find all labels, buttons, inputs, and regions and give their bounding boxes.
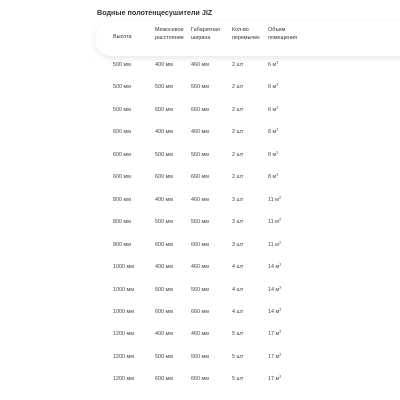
cell-spacing bbox=[155, 263, 173, 271]
unit-superscript: 3 bbox=[276, 60, 279, 65]
table-row bbox=[95, 173, 400, 183]
cell-height-text: 500 мм bbox=[113, 106, 131, 113]
cell-width-text: 660 мм bbox=[191, 308, 209, 315]
cell-crossbars-text: 2 шт bbox=[232, 174, 244, 181]
cell-height-text: 1000 мм bbox=[113, 308, 134, 315]
page-title: Водные полотенцесушители JIZ bbox=[97, 8, 213, 17]
unit-superscript: 3 bbox=[276, 172, 279, 177]
cell-spacing-text: 500 мм bbox=[155, 219, 173, 226]
cell-spacing-text: 400 мм bbox=[155, 62, 173, 68]
unit-superscript: 3 bbox=[279, 330, 282, 334]
cell-spacing-text: 600 мм bbox=[155, 241, 173, 248]
cell-width-text: 660 мм bbox=[191, 106, 209, 113]
cell-crossbars bbox=[232, 263, 243, 271]
cell-spacing-text: 400 мм bbox=[155, 264, 173, 271]
table-header bbox=[95, 22, 400, 56]
cell-width bbox=[191, 308, 209, 316]
cell-volume-text: 8 м bbox=[268, 151, 277, 158]
cell-crossbars bbox=[232, 330, 243, 338]
table-row bbox=[95, 61, 400, 71]
cell-width bbox=[191, 353, 209, 361]
cell-volume bbox=[268, 330, 281, 338]
cell-crossbars bbox=[232, 353, 243, 361]
table-row bbox=[95, 241, 400, 251]
cell-spacing bbox=[155, 330, 173, 338]
cell-width-text: 560 мм bbox=[191, 286, 209, 293]
cell-spacing bbox=[155, 218, 173, 226]
cell-volume bbox=[268, 173, 278, 181]
cell-width bbox=[191, 263, 209, 271]
cell-crossbars-text: 3 шт bbox=[232, 219, 244, 226]
cell-volume bbox=[268, 375, 281, 383]
cell-volume bbox=[268, 106, 278, 114]
cell-height bbox=[113, 196, 131, 204]
table-row bbox=[95, 218, 400, 228]
table-row bbox=[95, 308, 400, 318]
cell-width-text: 560 мм bbox=[191, 353, 209, 360]
cell-spacing bbox=[155, 173, 173, 181]
cell-height-text: 500 мм bbox=[113, 84, 131, 91]
cell-crossbars bbox=[232, 286, 243, 294]
table-row bbox=[95, 286, 400, 296]
cell-height bbox=[113, 375, 134, 383]
cell-height-text: 800 мм bbox=[113, 196, 131, 203]
cell-crossbars-text: 4 шт bbox=[232, 286, 244, 293]
table-row bbox=[95, 375, 400, 385]
cell-spacing bbox=[155, 308, 173, 316]
cell-width bbox=[191, 173, 209, 181]
cell-spacing-text: 400 мм bbox=[155, 129, 173, 136]
cell-crossbars-text: 3 шт bbox=[232, 196, 244, 203]
cell-crossbars bbox=[232, 218, 243, 226]
cell-crossbars bbox=[232, 106, 243, 114]
cell-width bbox=[191, 151, 209, 159]
table-row bbox=[95, 106, 400, 116]
cell-height bbox=[113, 353, 134, 361]
cell-width-text: 660 мм bbox=[191, 241, 209, 248]
unit-superscript: 3 bbox=[279, 262, 282, 267]
cell-height-text: 1000 мм bbox=[113, 286, 134, 293]
cell-width-text: 560 мм bbox=[191, 151, 209, 158]
cell-width bbox=[191, 330, 209, 338]
cell-height bbox=[113, 308, 134, 316]
cell-height bbox=[113, 151, 131, 159]
cell-height bbox=[113, 106, 131, 114]
cell-volume-text: 17 м bbox=[268, 376, 280, 383]
cell-height-text: 1200 мм bbox=[113, 353, 134, 360]
cell-spacing bbox=[155, 353, 173, 361]
cell-height bbox=[113, 61, 131, 69]
cell-height-text: 500 мм bbox=[113, 62, 131, 68]
cell-crossbars-text: 5 шт bbox=[232, 331, 244, 338]
cell-width bbox=[191, 218, 209, 226]
cell-volume bbox=[268, 128, 278, 136]
cell-height bbox=[113, 286, 134, 294]
cell-volume bbox=[268, 83, 278, 91]
cell-spacing bbox=[155, 128, 173, 136]
cell-volume-text: 14 м bbox=[268, 264, 280, 271]
cell-volume bbox=[268, 263, 281, 271]
table-row bbox=[95, 196, 400, 206]
cell-crossbars-text: 4 шт bbox=[232, 308, 244, 315]
cell-height bbox=[113, 83, 131, 91]
cell-spacing bbox=[155, 151, 173, 159]
unit-superscript: 3 bbox=[278, 240, 281, 245]
cell-crossbars-text: 2 шт bbox=[232, 62, 244, 68]
cell-volume-text: 17 м bbox=[268, 331, 280, 338]
cell-width-text: 460 мм bbox=[191, 62, 209, 68]
cell-height-text: 600 мм bbox=[113, 151, 131, 158]
cell-spacing-text: 600 мм bbox=[155, 308, 173, 315]
cell-crossbars-text: 2 шт bbox=[232, 84, 244, 91]
cell-volume-text: 11 м bbox=[268, 241, 279, 248]
cell-width bbox=[191, 286, 209, 294]
unit-superscript: 3 bbox=[279, 374, 282, 379]
cell-volume-text: 6 м bbox=[268, 106, 277, 113]
cell-width-text: 460 мм bbox=[191, 331, 209, 338]
cell-height bbox=[113, 263, 134, 271]
cell-width bbox=[191, 196, 209, 204]
cell-volume bbox=[268, 353, 281, 361]
cell-height-text: 1000 мм bbox=[113, 264, 134, 271]
cell-spacing-text: 500 мм bbox=[155, 151, 173, 158]
cell-volume-text: 11 м bbox=[268, 196, 279, 203]
cell-volume bbox=[268, 61, 278, 69]
cell-spacing-text: 600 мм bbox=[155, 376, 173, 383]
unit-superscript: 3 bbox=[276, 105, 279, 110]
cell-crossbars-text: 2 шт bbox=[232, 151, 244, 158]
cell-spacing-text: 500 мм bbox=[155, 353, 173, 360]
table-row bbox=[95, 128, 400, 138]
cell-volume bbox=[268, 218, 281, 226]
cell-crossbars-text: 2 шт bbox=[232, 106, 244, 113]
header-height: Высота bbox=[113, 34, 132, 40]
cell-crossbars-text: 2 шт bbox=[232, 129, 244, 136]
cell-width-text: 460 мм bbox=[191, 129, 209, 136]
unit-superscript: 3 bbox=[278, 195, 281, 200]
cell-spacing-text: 600 мм bbox=[155, 106, 173, 113]
cell-width-text: 460 мм bbox=[191, 196, 209, 203]
header-crossbars: Кол-во перемычек bbox=[232, 27, 260, 41]
cell-width-text: 560 мм bbox=[191, 84, 209, 91]
cell-height-text: 1200 мм bbox=[113, 376, 134, 383]
cell-volume-text: 8 м bbox=[268, 174, 277, 181]
cell-volume bbox=[268, 196, 281, 204]
cell-crossbars bbox=[232, 241, 243, 249]
unit-superscript: 3 bbox=[278, 217, 281, 222]
cell-volume-text: 14 м bbox=[268, 308, 280, 315]
cell-crossbars bbox=[232, 173, 243, 181]
cell-volume-text: 14 м bbox=[268, 286, 280, 293]
cell-height bbox=[113, 241, 131, 249]
cell-crossbars bbox=[232, 308, 243, 316]
cell-spacing bbox=[155, 106, 173, 114]
cell-width bbox=[191, 83, 209, 91]
cell-height bbox=[113, 173, 131, 181]
unit-superscript: 3 bbox=[279, 285, 282, 290]
cell-crossbars-text: 5 шт bbox=[232, 353, 244, 360]
cell-width-text: 660 мм bbox=[191, 174, 209, 181]
cell-spacing bbox=[155, 286, 173, 294]
unit-superscript: 3 bbox=[276, 150, 279, 155]
cell-crossbars-text: 4 шт bbox=[232, 264, 244, 271]
cell-height bbox=[113, 330, 134, 338]
cell-volume-text: 17 м bbox=[268, 353, 280, 360]
cell-crossbars bbox=[232, 196, 243, 204]
unit-superscript: 3 bbox=[276, 127, 279, 132]
cell-spacing bbox=[155, 61, 173, 69]
cell-height-text: 600 мм bbox=[113, 174, 131, 181]
cell-height-text: 800 мм bbox=[113, 241, 131, 248]
unit-superscript: 3 bbox=[276, 83, 279, 88]
cell-height-text: 600 мм bbox=[113, 129, 131, 136]
cell-volume-text: 6 м bbox=[268, 84, 277, 91]
cell-spacing-text: 400 мм bbox=[155, 196, 173, 203]
header-volume: Объем помещения bbox=[268, 27, 297, 41]
header-width: Габаритная ширина bbox=[191, 27, 220, 41]
cell-volume-text: 6 м bbox=[268, 62, 277, 68]
unit-superscript: 3 bbox=[279, 352, 282, 357]
cell-height-text: 800 мм bbox=[113, 219, 131, 226]
cell-width bbox=[191, 61, 209, 69]
unit-superscript: 3 bbox=[279, 307, 282, 312]
cell-crossbars bbox=[232, 61, 243, 69]
cell-crossbars bbox=[232, 375, 243, 383]
cell-volume bbox=[268, 286, 281, 294]
cell-crossbars bbox=[232, 151, 243, 159]
table-row bbox=[95, 83, 400, 93]
cell-height bbox=[113, 128, 131, 136]
cell-spacing bbox=[155, 83, 173, 91]
cell-spacing bbox=[155, 375, 173, 383]
cell-spacing-text: 500 мм bbox=[155, 84, 173, 91]
cell-width-text: 660 мм bbox=[191, 376, 209, 383]
cell-crossbars bbox=[232, 128, 243, 136]
cell-volume-text: 11 м bbox=[268, 219, 279, 226]
cell-width bbox=[191, 106, 209, 114]
cell-spacing-text: 500 мм bbox=[155, 286, 173, 293]
cell-height bbox=[113, 218, 131, 226]
table-row bbox=[95, 353, 400, 363]
cell-crossbars bbox=[232, 83, 243, 91]
table-row bbox=[95, 151, 400, 161]
cell-spacing bbox=[155, 241, 173, 249]
cell-volume bbox=[268, 308, 281, 316]
cell-width bbox=[191, 128, 209, 136]
table-row bbox=[95, 263, 400, 273]
cell-crossbars-text: 5 шт bbox=[232, 376, 244, 383]
cell-width-text: 460 мм bbox=[191, 264, 209, 271]
cell-spacing-text: 400 мм bbox=[155, 331, 173, 338]
table-row bbox=[95, 330, 400, 340]
cell-volume-text: 8 м bbox=[268, 129, 277, 136]
cell-crossbars-text: 3 шт bbox=[232, 241, 244, 248]
cell-spacing-text: 600 мм bbox=[155, 174, 173, 181]
cell-volume bbox=[268, 241, 281, 249]
cell-width bbox=[191, 375, 209, 383]
cell-width bbox=[191, 241, 209, 249]
cell-volume bbox=[268, 151, 278, 159]
cell-width-text: 560 мм bbox=[191, 219, 209, 226]
cell-spacing bbox=[155, 196, 173, 204]
header-spacing: Межосевое расстояние bbox=[155, 27, 184, 41]
cell-height-text: 1200 мм bbox=[113, 331, 134, 338]
